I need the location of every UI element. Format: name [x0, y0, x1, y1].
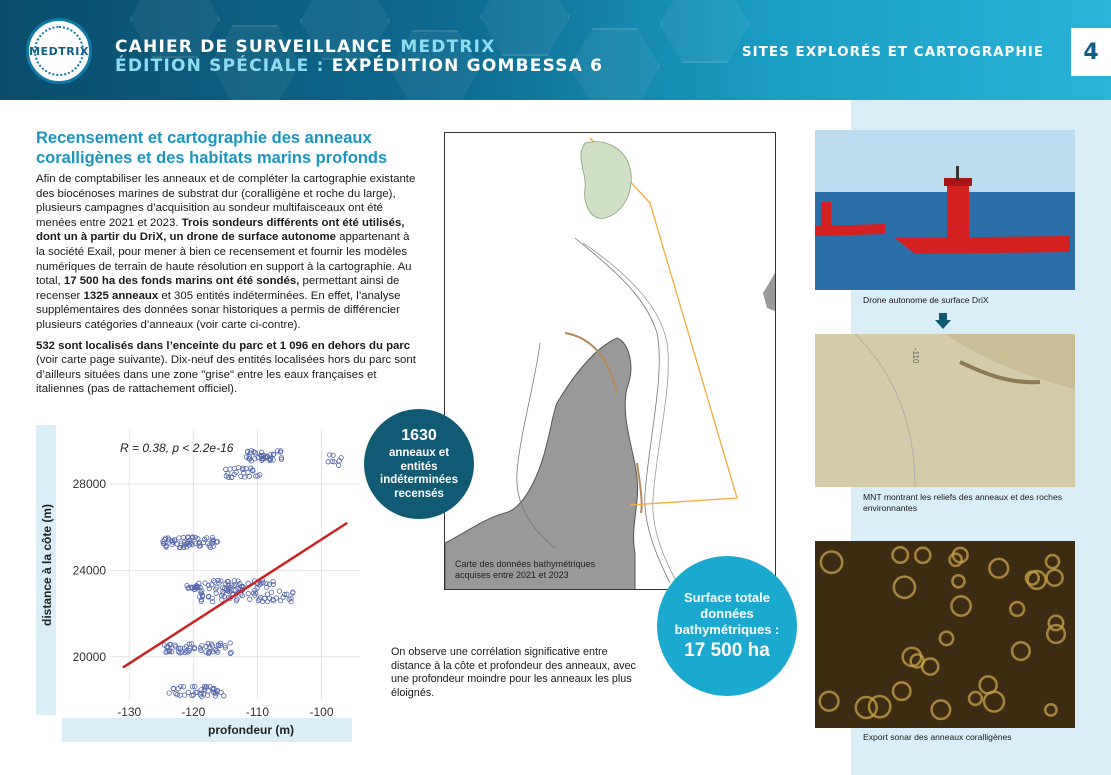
- correlation-note: On observe une corrélation significative entre distance à la côte et profondeur des anneaux, avec une profondeur moindre pour les anneaux les plus éloignés.: [391, 646, 636, 699]
- page-header: [0, 0, 1111, 100]
- sonar-caption: Export sonar des anneaux coralligènes: [863, 732, 1012, 742]
- y-tick-label: 28000: [72, 477, 106, 491]
- land-fragment: [763, 273, 775, 311]
- title-part-highlight: ÉDITION SPÉCIALE :: [115, 56, 332, 76]
- medtrix-logo: [26, 18, 92, 84]
- x-axis-label: profondeur (m): [208, 723, 294, 737]
- drix-caption: Drone autonome de surface DriX: [863, 295, 989, 305]
- title-part: EXPÉDITION GOMBESSA 6: [331, 56, 604, 76]
- surface-value: 17 500 ha: [684, 640, 770, 661]
- x-tick-label: -110: [245, 705, 270, 719]
- section-title: SITES EXPLORÉS ET CARTOGRAPHIE: [741, 44, 1044, 60]
- y-tick-label: 20000: [72, 649, 106, 664]
- article-heading: Recensement et cartographie des anneaux coralligènes et des habitats marins profonds: [36, 129, 388, 167]
- page-number: 4: [1071, 28, 1111, 76]
- text-run-bold: 532 sont localisés dans l’enceinte du parc et 1 096 en dehors du parc: [36, 339, 411, 352]
- drix-illustration: [815, 130, 1075, 290]
- scatter-chart: [36, 425, 366, 747]
- text-run: (voir carte page suivante). Dix-neuf des entités localisées hors du parc sont d’ailleurs situées dans une zone "grise" entre les eaux françaises et italiennes (pas de rattachement officiel).: [36, 354, 416, 396]
- contour-label: -110: [911, 348, 920, 364]
- rings-label: anneaux et entités indéterminées recensés: [380, 447, 458, 500]
- arrow-down-icon: [935, 313, 951, 329]
- article-paragraph: [36, 339, 416, 397]
- x-tick-label: -130: [117, 705, 142, 719]
- header-title-line1: [115, 37, 496, 57]
- drix-antenna: [956, 166, 959, 180]
- text-run: appartenant à la société Exail, pour mener à bien ce recensement et fournir les modèles numériques de terrain de haute résolution en support à la cartographie. Au total,: [36, 231, 412, 288]
- article-body: [36, 172, 416, 403]
- chart-annotation: R = 0.38, p < 2.2e-16: [120, 441, 234, 455]
- rings-count-badge: [364, 409, 474, 519]
- logo-text: MEDTRIX: [29, 44, 89, 58]
- text-run-bold: Trois sondeurs différents ont été utilisés, dont un à partir du DriX, un drone de surface autonome: [36, 216, 405, 244]
- rings-count: 1630: [401, 427, 437, 444]
- hex-decoration: [660, 0, 750, 63]
- drix-photo: [815, 130, 1075, 290]
- island: [581, 142, 631, 219]
- drix-mast: [947, 182, 969, 242]
- drix-hull: [895, 236, 1070, 254]
- drix-mast-secondary: [821, 202, 831, 226]
- y-axis-label: distance à la côte (m): [40, 503, 54, 627]
- map-graphic: [445, 133, 776, 590]
- title-part-highlight: MEDTRIX: [400, 37, 496, 57]
- surface-label: Surface totale données bathymétriques :: [674, 590, 780, 637]
- text-run: permettant ainsi de recenser: [36, 275, 400, 302]
- mnt-caption: MNT montrant les reliefs des anneaux et des roches environnantes: [863, 492, 1063, 513]
- mnt-illustration: [815, 334, 1075, 487]
- sonar-illustration: [815, 541, 1075, 728]
- mnt-photo: [815, 334, 1075, 487]
- x-tick-label: -120: [181, 705, 206, 719]
- x-tick-label: -100: [309, 705, 334, 719]
- text-run: Afin de comptabiliser les anneaux et de compléter la cartographie existante des biocénoses marines de substrat dur (coralligène et roche du large), plusieurs campagnes d’acquisition au sondeur multifaisceaux ont été menées entre 2021 et 2023.: [36, 173, 416, 229]
- text-run: et 305 entités indéterminées. En effet, l’analyse supplémentaires des données sonar historiques a permis de différencier plusieurs catégories d’anneaux (voir carte ci-contre).: [36, 289, 401, 331]
- bathymetry-map: [444, 132, 776, 590]
- article-paragraph: [36, 172, 416, 333]
- map-caption: Carte des données bathymétriques acquises entre 2021 et 2023: [455, 559, 596, 580]
- text-run-bold: 17 500 ha des fonds marins ont été sondés,: [63, 275, 300, 288]
- y-tick-label: 24000: [72, 563, 106, 578]
- title-part: CAHIER DE SURVEILLANCE: [115, 37, 401, 57]
- text-run-bold: 1325 anneaux: [83, 289, 159, 302]
- sonar-photo: [815, 541, 1075, 728]
- header-title-line2: [115, 56, 603, 76]
- surface-badge: [657, 556, 797, 696]
